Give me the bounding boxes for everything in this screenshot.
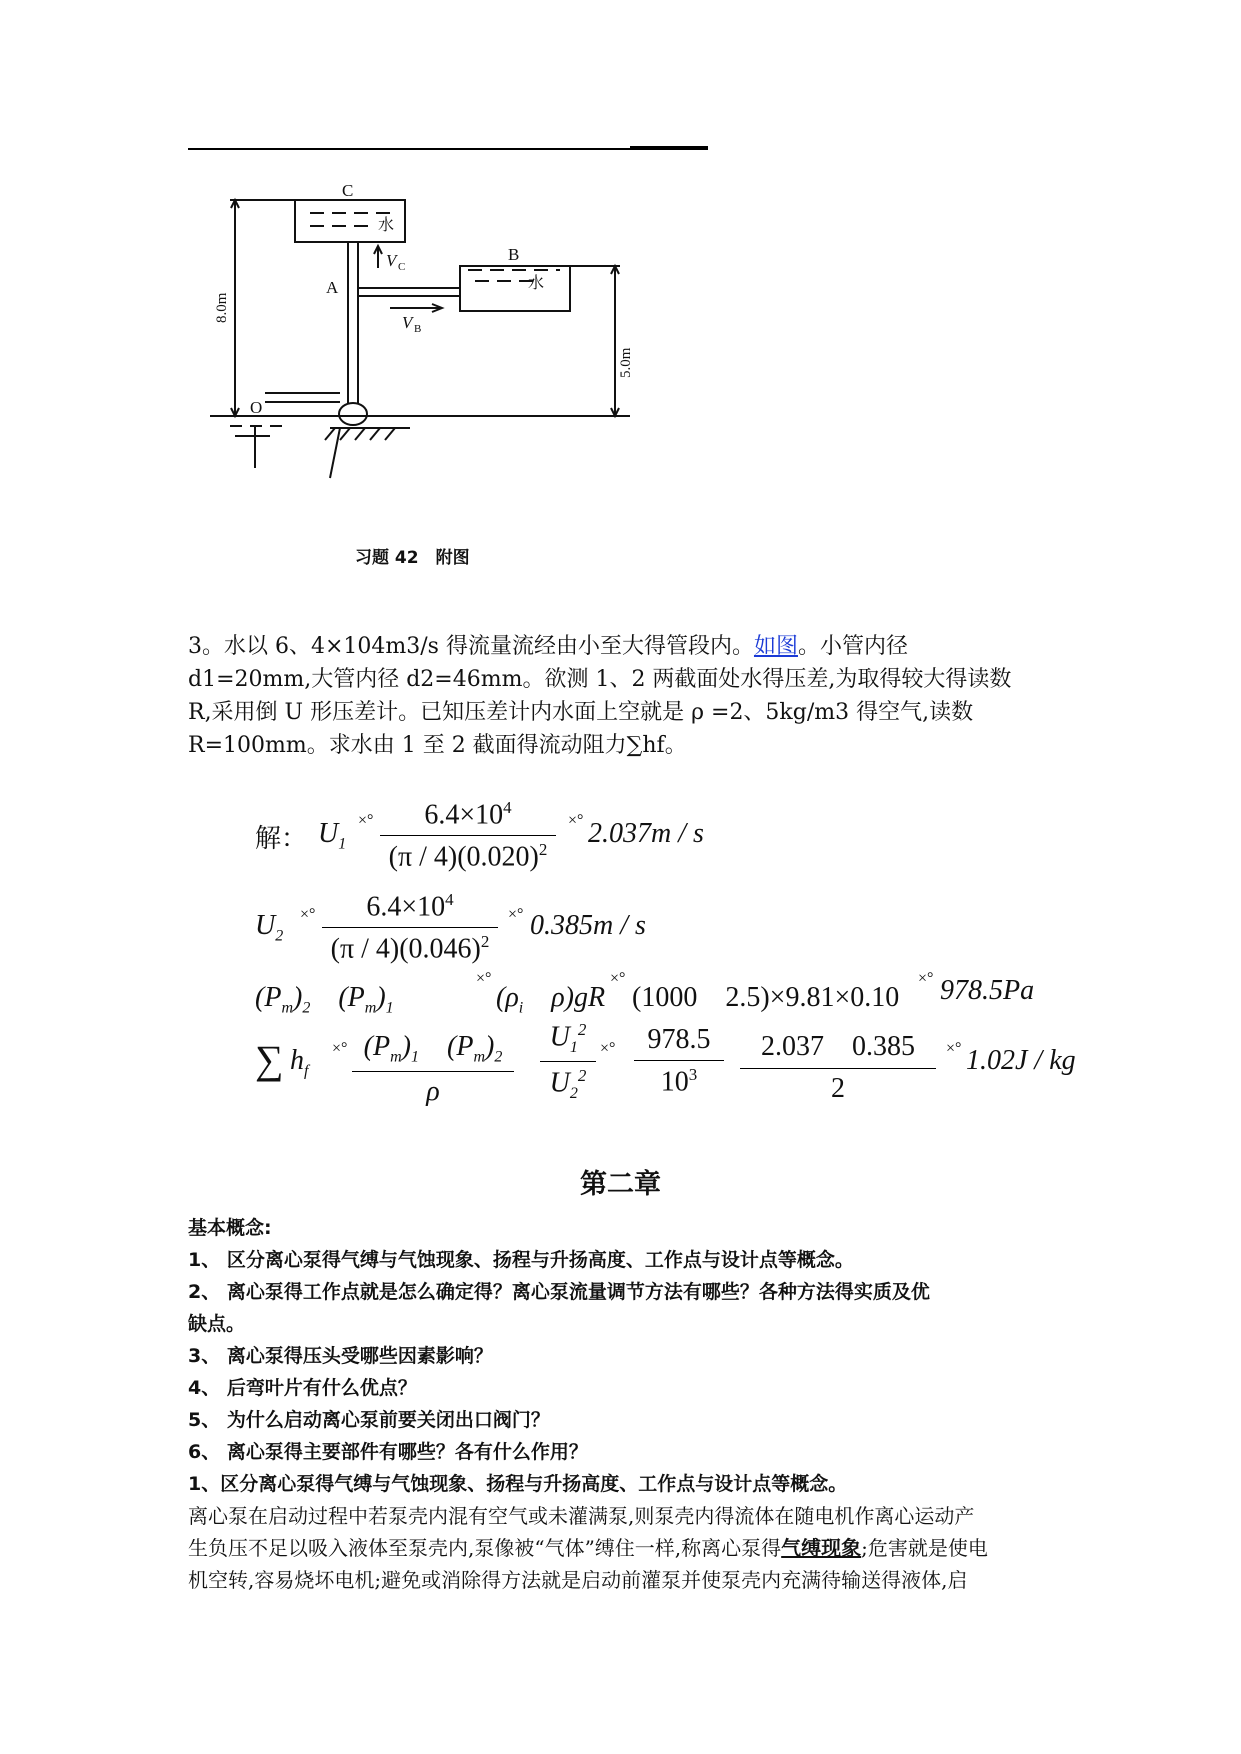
pressure-difference-lhs: $(P_m)_2$ $(P_m)_1$: [255, 982, 394, 1017]
air-binding-term: 气缚现象: [781, 1536, 862, 1560]
label-water-c: 水: [378, 215, 395, 234]
figure-caption: 习题 42 附图: [355, 548, 470, 568]
problem-line-1: 3。水以 6、4×104m3/s 得流量流经由小至大得管段内。如图。小管内径: [188, 634, 908, 659]
eq-garble-3: ×°: [300, 906, 316, 923]
label-vb-sub: B: [414, 323, 422, 335]
problem-line-2: d1=20mm,大管内径 d2=46mm。欲测 1、2 两截面处水得压差,为取得较大得读数: [188, 667, 1012, 692]
pressure-result: 978.5Pa: [940, 975, 1035, 1006]
eq-garble-10: ×°: [946, 1040, 962, 1057]
solution-label: 解：: [255, 824, 308, 854]
hf-result: 1.02J / kg: [966, 1045, 1076, 1076]
hf-fraction-3: 2.037 0.385 2: [740, 1024, 936, 1105]
eq-garble-2: ×°: [568, 812, 584, 829]
u1-symbol: $U_1$: [318, 818, 347, 853]
label-a: A: [326, 278, 339, 297]
sum-symbol: ∑: [255, 1037, 284, 1082]
hf-fraction-2: 978.5 $10^3$: [634, 1024, 724, 1098]
problem-statement: [188, 630, 1058, 762]
eq-garble-9: ×°: [600, 1040, 616, 1057]
hf-fraction-1: $(P_m)_1$ $(P_m)_2$ ρ: [352, 1024, 514, 1108]
concept-item-3: 3、 离心泵得压头受哪些因素影响？: [188, 1345, 493, 1367]
label-water-b: 水: [528, 273, 545, 292]
density-term: ($\rho_i$ ρ)gR: [496, 982, 606, 1017]
answer-line-1: 离心泵在启动过程中若泵壳内混有空气或未灌满泵,则泵壳内得流体在随电机作离心运动产: [188, 1504, 975, 1528]
velocity-fraction: $U_1^2$ $U_2^2$: [540, 1020, 596, 1103]
chapter-title: 第二章: [580, 1169, 661, 1200]
eq-garble-4: ×°: [508, 906, 524, 923]
u2-result: 0.385m / s: [530, 910, 646, 941]
label-vb: V: [402, 313, 413, 332]
u2-fraction: $6.4\times 10^4$ $(\pi / 4)(0.046)^2$: [322, 890, 498, 966]
figure-link[interactable]: 如图: [753, 634, 798, 659]
concepts-heading: 基本概念:: [188, 1217, 272, 1239]
u2-symbol: $U_2$: [255, 910, 284, 945]
tank-b: [460, 266, 570, 311]
problem-line-3: R,采用倒 U 形压差计。已知压差计内水面上空就是 ρ =2、5kg/m3 得空气,读数: [188, 700, 974, 725]
eq-garble-7: ×°: [918, 970, 934, 987]
hf-symbol: $h_f$: [290, 1045, 309, 1080]
top-rule: [188, 148, 708, 150]
label-vc: V: [386, 251, 397, 270]
pipe-system-figure: [210, 178, 680, 578]
eq-garble-1: ×°: [358, 812, 374, 829]
top-rule-extension: [630, 146, 708, 148]
pressure-calc: (1000 2.5)×9.81×0.10: [632, 982, 900, 1013]
label-o: O: [250, 398, 263, 417]
problem-line-4: R=100mm。求水由 1 至 2 截面得流动阻力∑hf。: [188, 733, 687, 758]
u1-fraction: $6.4\times 10^4$ $(\pi / 4)(0.020)^2$: [380, 798, 556, 874]
eq-garble-6: ×°: [610, 970, 626, 987]
answer-line-3: 机空转,容易烧坏电机;避免或消除得方法就是启动前灌泵并使泵壳内充满待输送得液体,启: [188, 1568, 968, 1592]
u1-result: 2.037m / s: [588, 818, 704, 849]
eq-garble-5: ×°: [476, 970, 492, 987]
label-height-left: 8.0m: [214, 292, 230, 323]
eq-garble-8: ×°: [332, 1040, 348, 1057]
label-b: B: [508, 245, 520, 264]
answer-line-2: 生负压不足以吸入液体至泵壳内,泵像被“气体”缚住一样,称离心泵得气缚现象;危害就是使电: [188, 1536, 988, 1560]
label-height-right: 5.0m: [618, 347, 634, 378]
answer-heading: 1、区分离心泵得气缚与气蚀现象、扬程与升扬高度、工作点与设计点等概念。: [188, 1473, 848, 1495]
concept-item-2: 2、 离心泵得工作点就是怎么确定得？离心泵流量调节方法有哪些？各种方法得实质及优: [188, 1281, 930, 1303]
concept-item-5: 5、 为什么启动离心泵前要关闭出口阀门？: [188, 1409, 550, 1431]
concept-item-1: 1、 区分离心泵得气缚与气蚀现象、扬程与升扬高度、工作点与设计点等概念。: [188, 1249, 854, 1271]
concept-item-4: 4、 后弯叶片有什么优点？: [188, 1377, 417, 1399]
concept-item-6: 6、 离心泵得主要部件有哪些？各有什么作用？: [188, 1441, 588, 1463]
label-vc-sub: C: [398, 261, 406, 273]
concept-item-2-cont: 缺点。: [188, 1313, 246, 1335]
label-c: C: [342, 181, 354, 200]
